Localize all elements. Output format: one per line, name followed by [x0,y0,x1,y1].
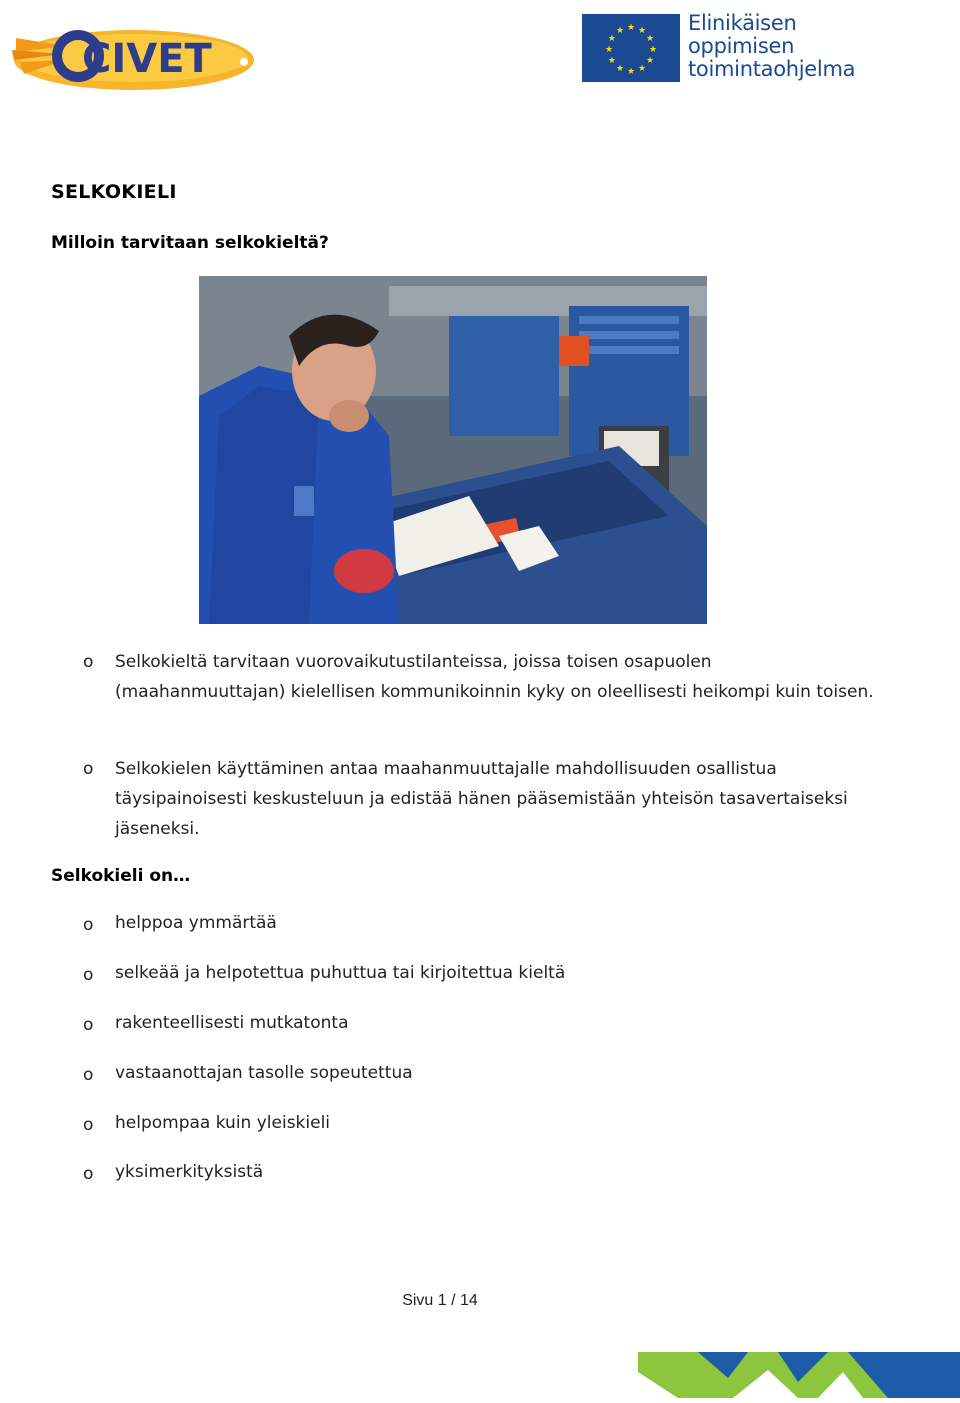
list-item: helpompaa kuin yleiskieli [115,1113,331,1133]
section-heading: Milloin tarvitaan selkokieltä? [51,233,329,253]
eu-star-icon: ★ [648,45,658,55]
civet-logo-text: CIVET [82,36,212,82]
eu-star-icon: ★ [615,25,625,36]
list-item: selkeää ja helpotettua puhuttua tai kirjoitettua kieltä [115,963,566,983]
bullet-marker: o [83,1015,94,1035]
eu-star-icon: ★ [646,34,655,44]
eu-star-icon: ★ [607,56,616,66]
list-item: yksimerkityksistä [115,1162,264,1182]
page-title: SELKOKIELI [51,181,177,203]
list-item: rakenteellisesti mutkatonta [115,1013,349,1033]
eu-logo-line: Elinikäisen [688,11,797,35]
list-heading: Selkokieli on… [51,866,191,886]
eu-flag-icon [582,14,680,82]
bullet-marker: o [83,652,94,672]
eu-star-icon: ★ [637,64,647,75]
bullet-marker: o [83,965,94,985]
eu-star-icon: ★ [615,64,625,75]
eu-star-icon: ★ [604,45,614,55]
list-item: helppoa ymmärtää [115,913,277,933]
bullet-marker: o [83,1115,94,1135]
list-item: vastaanottajan tasolle sopeutettua [115,1063,413,1083]
civet-logo [6,16,256,94]
eu-star-icon: ★ [626,67,636,77]
worker-toolbox-photo [199,276,707,624]
eu-star-icon: ★ [646,56,655,66]
footer-decoration [638,1352,960,1398]
page-number: Sivu 1 / 14 [402,1292,478,1309]
bullet-marker: o [83,759,94,779]
bullet-marker: o [83,1164,94,1184]
bullet-text: Selkokieltä tarvitaan vuorovaikutustilanteissa, joissa toisen osapuolen (maahanmuuttajan) kielellisen kommunikoinnin kyky on oleellisesti heikompi kuin toisen. [115,652,874,702]
bullet-text: Selkokielen käyttäminen antaa maahanmuuttajalle mahdollisuuden osallistua täysipainoisesti keskusteluun ja edistää hänen pääsemistään yhteisön tasavertaiseksi jäseneksi. [115,759,848,839]
eu-star-icon: ★ [626,23,636,33]
eu-logo-line: toimintaohjelma [688,57,856,81]
eu-programme-logo-text [688,12,888,81]
eu-star-icon: ★ [607,34,616,44]
eu-star-icon: ★ [637,25,647,36]
bullet-marker: o [83,1065,94,1085]
eu-logo-line: oppimisen [688,34,795,58]
bullet-marker: o [83,915,94,935]
